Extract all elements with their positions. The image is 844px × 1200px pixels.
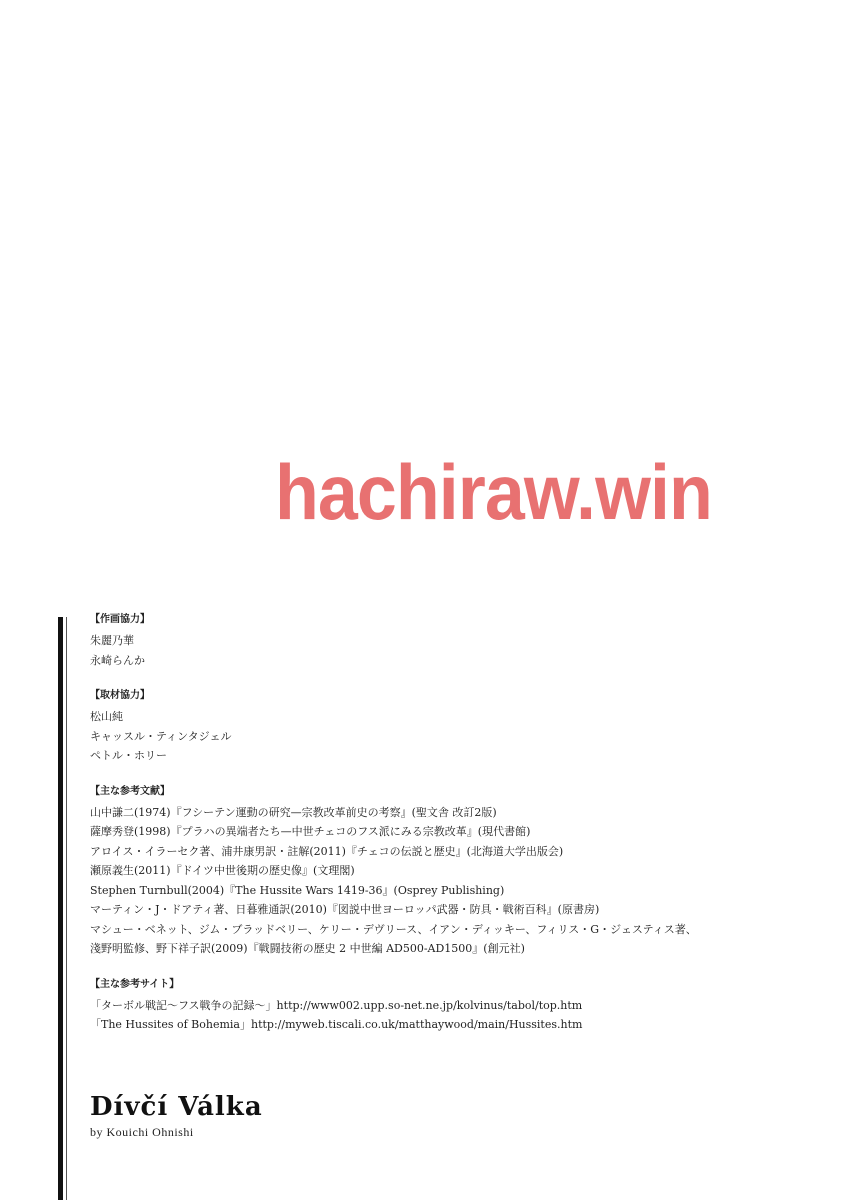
reference-entry: 瀬原義生(2011)『ドイツ中世後期の歴史像』(文理閣) — [90, 864, 355, 877]
margin-rule-thin — [66, 617, 67, 1200]
section-heading: 【主な参考文献】 — [90, 785, 170, 797]
credit-entry: ペトル・ホリー — [90, 749, 167, 762]
section-heading: 【取材協力】 — [90, 690, 150, 701]
reference-entry: 淺野明監修、野下祥子訳(2009)『戦闘技術の歴史 2 中世編 AD500-AD1500』(創元社) — [90, 942, 525, 955]
section-heading: 【作画協力】 — [90, 614, 150, 625]
section-drawing-assistance — [90, 612, 810, 670]
website-entry: 「The Hussites of Bohemia」http://myweb.tiscali.co.uk/matthaywood/main/Hussites.htm — [90, 1018, 583, 1031]
website-entry: 「ターボル戦記〜フス戦争の記録〜」http://www002.upp.so-net.ne.jp/kolvinus/tabol/top.htm — [90, 998, 583, 1012]
credit-entry: 松山純 — [90, 710, 123, 723]
reference-entry: マーティン・J・ドアティ著、日暮雅通訳(2010)『図説中世ヨーロッパ武器・防具・戦術百科』(原書房) — [90, 903, 600, 916]
reference-entry: マシュー・ベネット、ジム・ブラッドベリー、ケリー・デヴリース、イアン・ディッキー、フィリス・G・ジェスティス著、 — [90, 922, 697, 936]
author-credit: by Kouichi Ohnishi — [90, 1125, 194, 1139]
section-main-websites — [90, 977, 810, 1035]
credit-entry: キャッスル・ティンタジェル — [90, 729, 232, 743]
reference-entry: 山中謙二(1974)『フシーテン運動の研究—宗教改革前史の考察』(聖文舎 改訂2版) — [90, 805, 497, 819]
section-research-assistance — [90, 688, 810, 766]
title-block — [90, 1090, 263, 1140]
reference-entry: 薩摩秀登(1998)『プラハの異端者たち—中世チェコのフス派にみる宗教改革』(現代書館) — [90, 825, 531, 838]
margin-rule — [58, 617, 63, 1200]
credit-entry: 朱麗乃華 — [90, 634, 134, 647]
reference-entry: アロイス・イラーセク著、浦井康男訳・註解(2011)『チェコの伝説と歴史』(北海道大学出版会) — [90, 844, 564, 858]
series-logo: Dívčí Válka — [90, 1092, 263, 1122]
watermark-text: hachiraw.win — [275, 448, 712, 536]
reference-entry: Stephen Turnbull(2004)『The Hussite Wars 1419-36』(Osprey Publishing) — [90, 883, 505, 897]
credit-entry: 永崎らんか — [90, 653, 145, 667]
section-main-references — [90, 784, 810, 959]
section-heading: 【主な参考サイト】 — [90, 978, 180, 990]
credits — [90, 612, 810, 1053]
